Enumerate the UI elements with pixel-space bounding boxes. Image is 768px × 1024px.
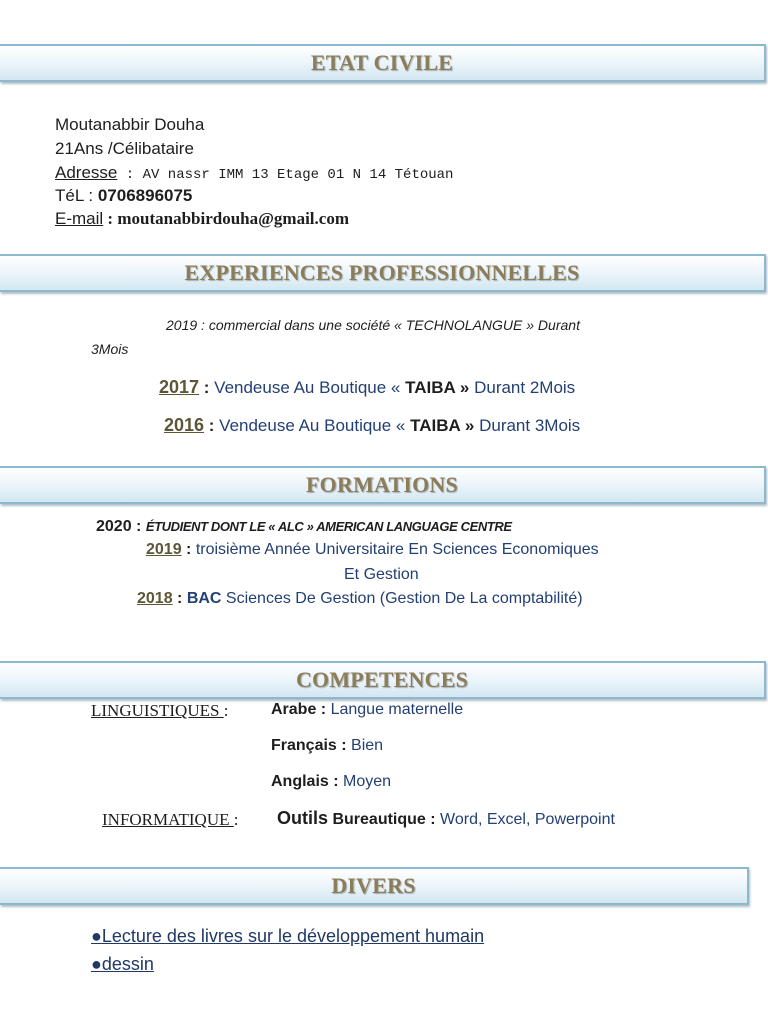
experience-2019-line1: 2019 : commercial dans une société « TECHNOLANGUE » Durant [166,317,580,333]
informatique-outils: Outils [277,808,329,828]
section-header-etat-civile: ETAT CIVILE [0,44,766,82]
language-anglais-level: Moyen [343,773,392,790]
experience-2016-year: 2016 [164,415,205,435]
section-header-experiences: EXPERIENCES PROFESSIONNELLES [0,254,766,292]
language-francais-name: Français : [271,737,352,754]
experience-2016-sep: : [204,416,215,435]
experience-2017-duration: Durant 2Mois [469,378,576,397]
phone-value: 0706896075 [97,186,193,205]
age-status [55,139,194,159]
address-sep: : [117,167,143,183]
section-header-formations: FORMATIONS [0,466,766,504]
informatique-bureautique: Bureautique : [328,811,441,828]
language-anglais-name: Anglais : [271,773,344,790]
formation-2019-text-cont: Et Gestion [344,566,419,583]
address-label: Adresse [55,163,118,182]
linguistiques-label [91,701,228,721]
language-francais [271,737,383,755]
formation-2018 [137,590,583,608]
email-label: E-mail [55,209,104,228]
formation-2020 [96,518,512,536]
formation-2019-year: 2019 [146,541,182,558]
language-arabe-name: Arabe : [271,701,331,718]
informatique-skills [277,808,615,829]
section-header-competences: COMPETENCES [0,661,766,699]
formation-2018-bac: BAC [186,590,222,607]
informatique-label-text: INFORMATIQUE [102,810,234,829]
experience-2019-line2: 3Mois [91,341,129,357]
experience-2017 [159,377,575,398]
formation-2019-sep: : [181,541,196,558]
marital-status: ns /Célibataire [85,139,194,158]
language-anglais [271,773,391,791]
experience-2016-shop: TAIBA » [405,416,475,435]
experience-2017-year: 2017 [159,377,200,397]
experience-2017-shop: TAIBA » [400,378,470,397]
email-value: : moutanabbirdouha@gmail.com [103,209,349,228]
language-francais-level: Bien [351,737,384,754]
address-value: AV nassr IMM 13 Etage 01 N 14 Tétouan [142,167,454,183]
divers-item-drawing: ●dessin [91,954,154,974]
experience-2016-duration: Durant 3Mois [474,416,581,435]
experience-2017-sep: : [199,378,210,397]
informatique-list: Word, Excel, Powerpoint [440,811,615,828]
formation-2020-text: ÉTUDIENT DONT LE « ALC » AMERICAN LANGUAGE CENTRE [145,519,512,534]
divers-item-reading: ●Lecture des livres sur le développement humain [91,926,485,946]
informatique-colon: : [233,810,239,829]
phone-line [55,186,192,206]
language-arabe [271,701,463,719]
formation-2018-year: 2018 [137,590,173,607]
phone-label: TéL : [55,186,98,205]
formation-2018-text: Sciences De Gestion (Gestion De La comptabilité) [221,590,583,607]
informatique-label [102,810,238,830]
linguistiques-colon: : [223,701,229,720]
age-number: 21A [55,139,86,158]
section-header-divers: DIVERS [0,867,749,905]
formation-2019 [146,541,599,559]
experience-2017-pre: Vendeuse Au Boutique « [214,378,401,397]
experience-2016 [164,415,580,436]
candidate-name: Moutanabbir Douha [55,115,205,134]
email-line [55,209,349,229]
formation-2019-text: troisième Année Universitaire En Sciences Economiques [195,541,599,558]
experience-2016-pre: Vendeuse Au Boutique « [219,416,406,435]
formation-2020-year: 2020 : [96,518,142,535]
formation-2018-sep: : [172,590,187,607]
linguistiques-label-text: LINGUISTIQUES [91,701,224,720]
language-arabe-level: Langue maternelle [330,701,464,718]
address-line [55,163,453,183]
